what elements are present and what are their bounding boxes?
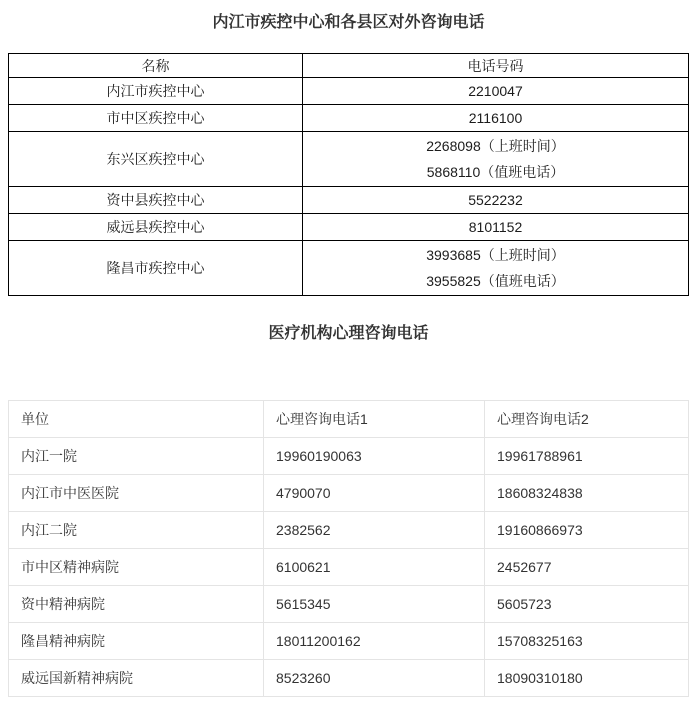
phone-cell: 2116100 xyxy=(303,105,689,132)
phone1-cell: 8523260 xyxy=(264,660,485,697)
psych-header-phone1: 心理咨询电话1 xyxy=(264,401,485,438)
table-row xyxy=(9,475,689,512)
org-name-cell: 市中区疾控中心 xyxy=(9,105,303,132)
phone-cell xyxy=(303,132,689,187)
org-name-cell: 隆昌市疾控中心 xyxy=(9,241,303,296)
psych-table-header-row xyxy=(9,401,689,438)
section1-title: 内江市疾控中心和各县区对外咨询电话 xyxy=(212,14,485,31)
table-row xyxy=(9,623,689,660)
psych-phone-table xyxy=(8,400,689,697)
psych-header-phone2: 心理咨询电话2 xyxy=(485,401,689,438)
phone-line: 3955825（值班电话） xyxy=(426,273,565,289)
phone1-cell: 4790070 xyxy=(264,475,485,512)
table-row xyxy=(9,512,689,549)
cdc-header-name: 名称 xyxy=(9,54,303,78)
unit-cell: 隆昌精神病院 xyxy=(9,623,264,660)
phone1-cell: 5615345 xyxy=(264,586,485,623)
phone-cell: 5522232 xyxy=(303,187,689,214)
table-row xyxy=(9,214,689,241)
section2-title: 医疗机构心理咨询电话 xyxy=(268,325,429,342)
unit-cell: 内江市中医医院 xyxy=(9,475,264,512)
psych-header-unit: 单位 xyxy=(9,401,264,438)
table-row xyxy=(9,78,689,105)
table-row xyxy=(9,241,689,296)
table-row xyxy=(9,438,689,475)
unit-cell: 威远国新精神病院 xyxy=(9,660,264,697)
table-row xyxy=(9,132,689,187)
unit-cell: 资中精神病院 xyxy=(9,586,264,623)
cdc-table-header-row xyxy=(9,54,689,78)
phone-cell xyxy=(303,241,689,296)
table-row xyxy=(9,105,689,132)
phone2-cell: 2452677 xyxy=(485,549,689,586)
phone-cell: 2210047 xyxy=(303,78,689,105)
org-name-cell: 资中县疾控中心 xyxy=(9,187,303,214)
cdc-header-phone: 电话号码 xyxy=(303,54,689,78)
unit-cell: 内江二院 xyxy=(9,512,264,549)
cdc-phone-table xyxy=(8,53,689,296)
phone1-cell: 6100621 xyxy=(264,549,485,586)
phone-line: 3993685（上班时间） xyxy=(426,247,565,263)
org-name-cell: 东兴区疾控中心 xyxy=(9,132,303,187)
unit-cell: 市中区精神病院 xyxy=(9,549,264,586)
org-name-cell: 威远县疾控中心 xyxy=(9,214,303,241)
table-row xyxy=(9,187,689,214)
phone-line: 5868110（值班电话） xyxy=(426,164,565,180)
phone1-cell: 2382562 xyxy=(264,512,485,549)
phone-line: 2268098（上班时间） xyxy=(426,138,565,154)
phone2-cell: 15708325163 xyxy=(485,623,689,660)
table-row xyxy=(9,586,689,623)
phone2-cell: 5605723 xyxy=(485,586,689,623)
phone1-cell: 18011200162 xyxy=(264,623,485,660)
phone1-cell: 19960190063 xyxy=(264,438,485,475)
table-row xyxy=(9,549,689,586)
phone2-cell: 18090310180 xyxy=(485,660,689,697)
org-name-cell: 内江市疾控中心 xyxy=(9,78,303,105)
phone2-cell: 18608324838 xyxy=(485,475,689,512)
table-row xyxy=(9,660,689,697)
phone-cell: 8101152 xyxy=(303,214,689,241)
phone2-cell: 19160866973 xyxy=(485,512,689,549)
phone2-cell: 19961788961 xyxy=(485,438,689,475)
unit-cell: 内江一院 xyxy=(9,438,264,475)
